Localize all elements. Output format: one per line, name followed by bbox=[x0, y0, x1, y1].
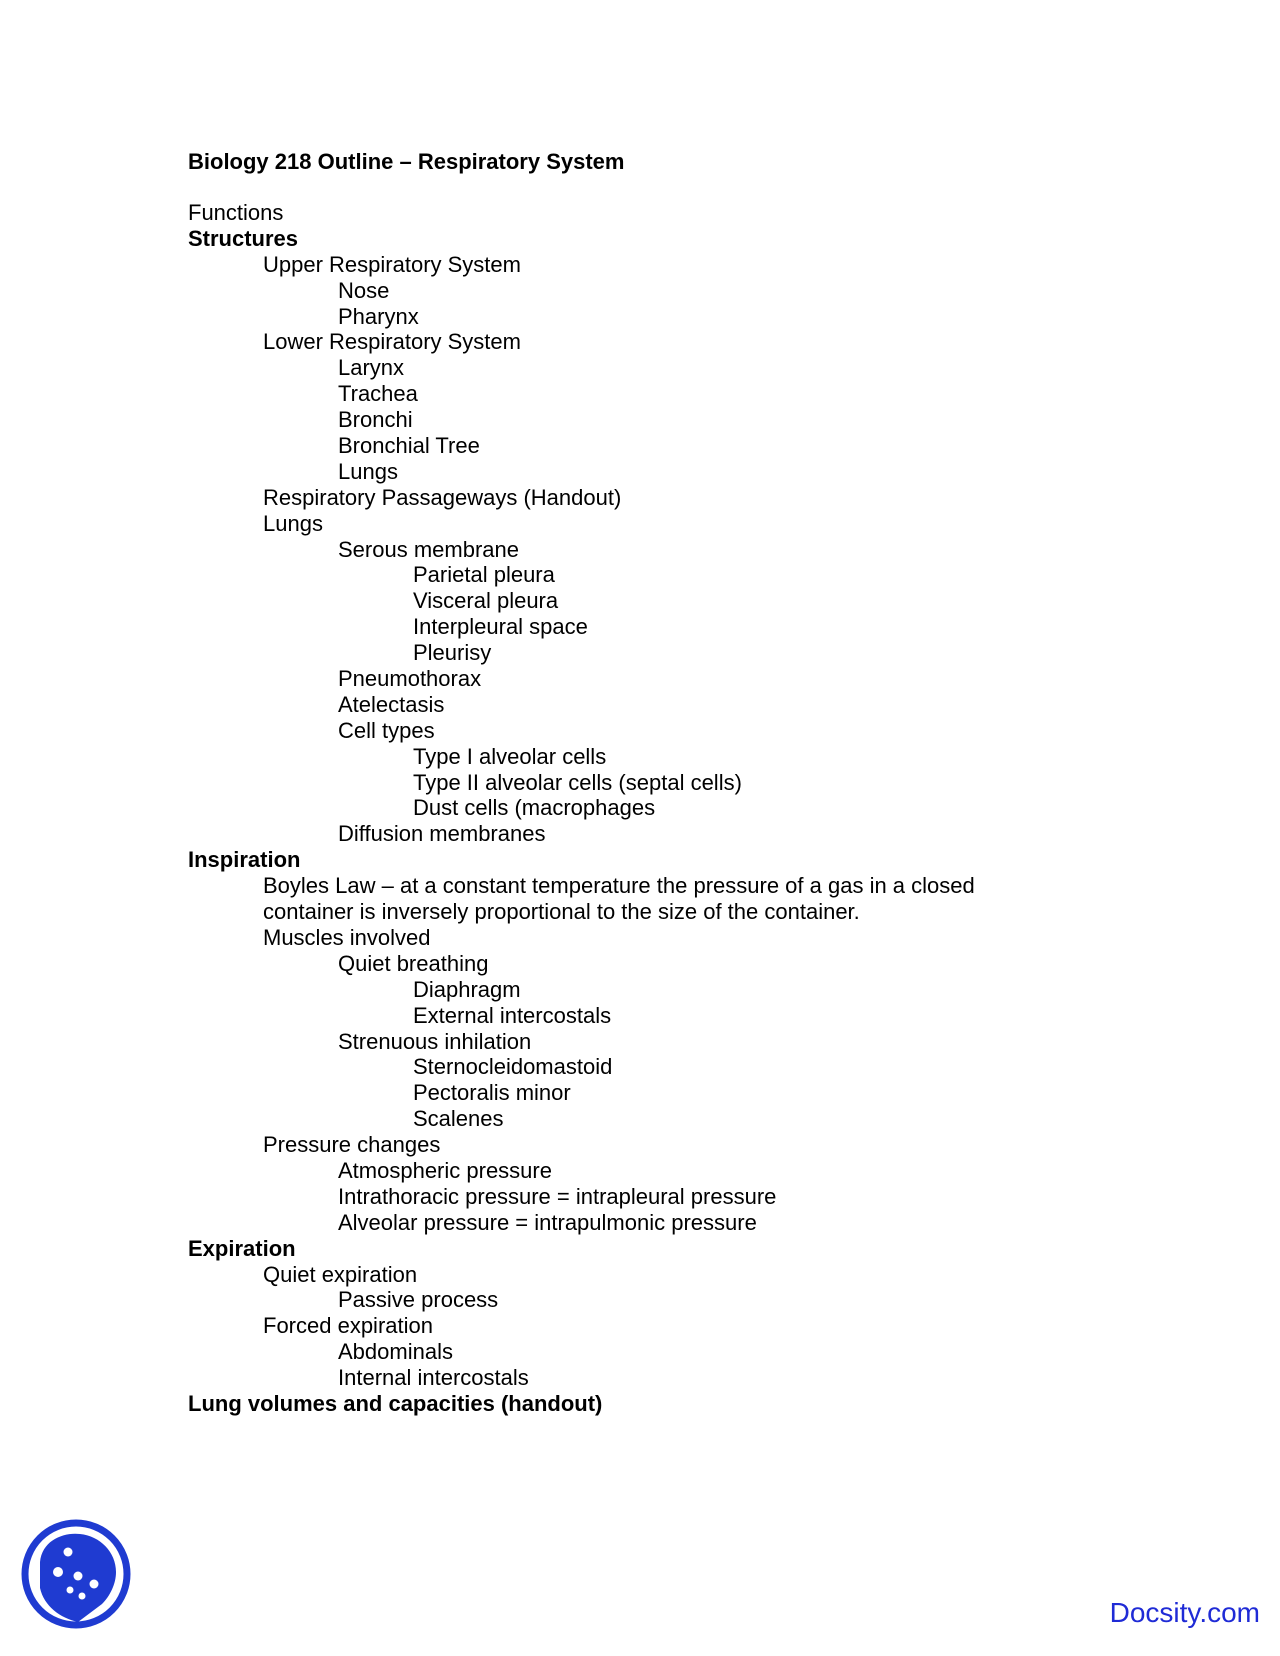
outline-item: Strenuous inhilation bbox=[338, 1028, 532, 1054]
outline-list bbox=[188, 200, 1088, 1417]
outline-item: Pectoralis minor bbox=[413, 1080, 571, 1106]
section-heading: Inspiration bbox=[188, 847, 301, 873]
outline-item: Lower Respiratory System bbox=[263, 329, 521, 355]
outline-item: Trachea bbox=[338, 381, 418, 407]
section-heading: Structures bbox=[188, 225, 299, 251]
section-heading: Lung volumes and capacities (handout) bbox=[188, 1391, 603, 1416]
outline-item: Upper Respiratory System bbox=[263, 251, 521, 277]
document-title: Biology 218 Outline – Respiratory System bbox=[188, 149, 625, 174]
outline-item: Sternocleidomastoid bbox=[413, 1054, 613, 1080]
outline-item: Functions bbox=[188, 200, 284, 225]
outline-item: Forced expiration bbox=[263, 1313, 433, 1339]
outline-item: Quiet expiration bbox=[263, 1261, 418, 1287]
outline-item: Bronchial Tree bbox=[338, 433, 480, 459]
outline-item: Atelectasis bbox=[338, 691, 445, 717]
outline-item: Nose bbox=[338, 277, 390, 303]
outline-item: Dust cells (macrophages bbox=[413, 795, 656, 821]
outline-item: Lungs bbox=[263, 510, 323, 536]
outline-item: Visceral pleura bbox=[413, 588, 559, 614]
outline-item: Lungs bbox=[338, 458, 398, 484]
outline-item: Cell types bbox=[338, 717, 435, 743]
outline-item: Diaphragm bbox=[413, 976, 521, 1002]
outline-item: Atmospheric pressure bbox=[338, 1157, 552, 1183]
outline-item: Alveolar pressure = intrapulmonic pressure bbox=[338, 1209, 757, 1235]
outline-item: Intrathoracic pressure = intrapleural pressure bbox=[338, 1183, 777, 1209]
outline-item: Parietal pleura bbox=[413, 562, 555, 588]
outline-item: Type I alveolar cells bbox=[413, 743, 607, 769]
docsity-brand-link[interactable]: Docsity.com bbox=[1109, 1597, 1260, 1628]
outline-item: Larynx bbox=[338, 355, 405, 381]
outline-item: Pleurisy bbox=[413, 640, 492, 666]
outline-item: External intercostals bbox=[413, 1002, 612, 1028]
outline-item: Internal intercostals bbox=[338, 1365, 529, 1391]
outline-item: Serous membrane bbox=[338, 536, 519, 562]
outline-item: Type II alveolar cells (septal cells) bbox=[413, 769, 742, 795]
outline-item: Bronchi bbox=[338, 407, 413, 433]
outline-item: Pressure changes bbox=[263, 1132, 441, 1158]
outline-item: Respiratory Passageways (Handout) bbox=[263, 484, 622, 510]
outline-item: Interpleural space bbox=[413, 614, 588, 640]
outline-item: Muscles involved bbox=[263, 924, 431, 950]
outline-item: Boyles Law – at a constant temperature the pressure of a gas in a closed container is inversely proportional to the size of the container. bbox=[263, 873, 975, 925]
outline-item: Abdominals bbox=[338, 1339, 453, 1365]
outline-item: Diffusion membranes bbox=[338, 821, 546, 847]
outline-item: Quiet breathing bbox=[338, 950, 489, 976]
outline-item: Pneumothorax bbox=[338, 666, 482, 692]
outline-item: Passive process bbox=[338, 1287, 499, 1313]
outline-item: Scalenes bbox=[413, 1106, 504, 1132]
docsity-logo-icon bbox=[20, 1518, 132, 1630]
section-heading: Expiration bbox=[188, 1235, 296, 1261]
outline-item: Pharynx bbox=[338, 303, 419, 329]
